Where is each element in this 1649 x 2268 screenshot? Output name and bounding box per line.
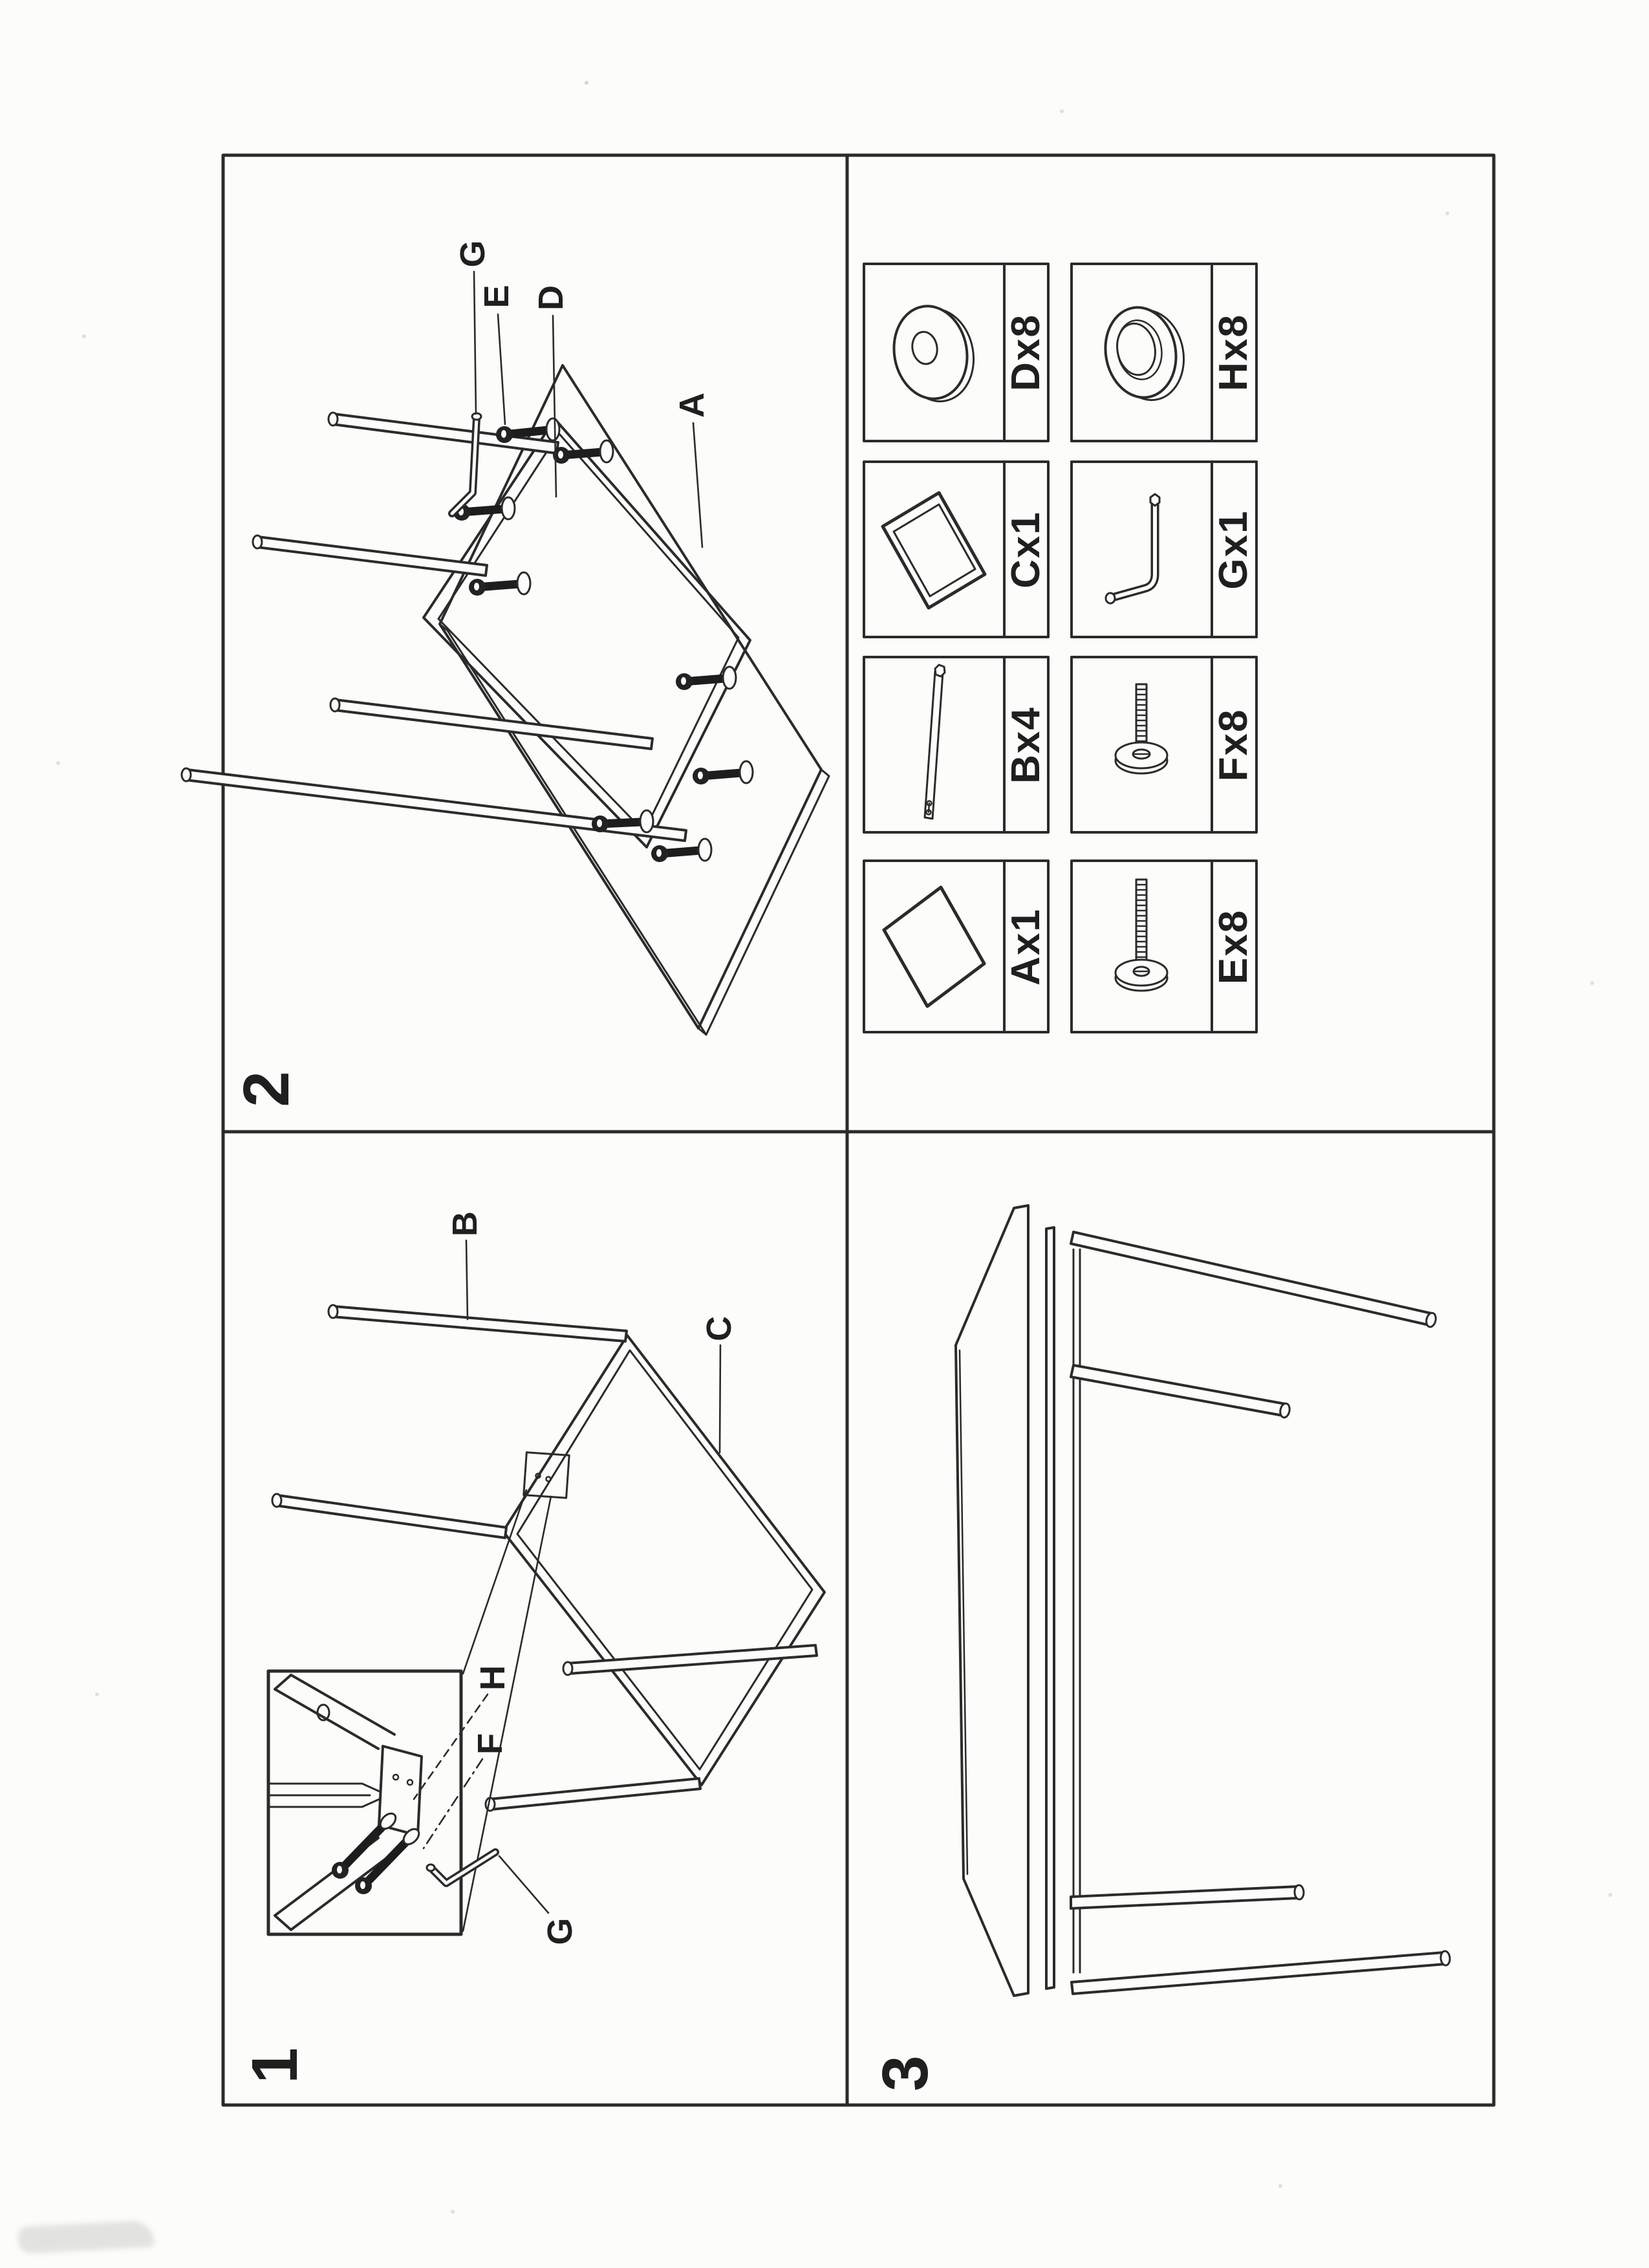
parts-legend-grid bbox=[864, 264, 1256, 1032]
table-leg bbox=[1071, 1886, 1299, 1908]
table-leg bbox=[1072, 1952, 1445, 1994]
part-code-d: Dx8 bbox=[1004, 314, 1048, 391]
apron-rail-near bbox=[1046, 1227, 1054, 1989]
allen-key-g-icon bbox=[1106, 494, 1159, 603]
part-code-e: Ex8 bbox=[1211, 909, 1256, 985]
detail-inset-border bbox=[268, 1671, 461, 1934]
tabletop-panel bbox=[440, 365, 821, 1028]
leader-b bbox=[466, 1240, 468, 1319]
step1-frame-diagram bbox=[268, 1240, 824, 1934]
apron-frame-inner bbox=[517, 1350, 812, 1769]
leg-hex-end bbox=[253, 535, 262, 548]
step1-label-g: G bbox=[541, 1917, 579, 1945]
step2-label-a: A bbox=[673, 392, 711, 418]
leg-foot-cap bbox=[1440, 1950, 1450, 1965]
leg-b bbox=[186, 770, 686, 841]
part-code-f: Fx8 bbox=[1211, 708, 1256, 782]
leader-g bbox=[499, 1856, 548, 1913]
apron-frame-outer bbox=[503, 1335, 824, 1785]
step1-number: 1 bbox=[239, 2047, 311, 2084]
screw-f-with-washer-h bbox=[332, 1811, 398, 1879]
screw-e-with-washer-d bbox=[693, 761, 753, 784]
screw-f-icon bbox=[1116, 684, 1167, 773]
step2-exploded-table-diagram bbox=[182, 272, 829, 1035]
step3-assembled-table-diagram bbox=[956, 1205, 1450, 1996]
scan-speckles bbox=[56, 81, 1612, 2214]
table-leg bbox=[1071, 1232, 1432, 1325]
leader-g bbox=[474, 272, 476, 414]
leg-edge-on bbox=[270, 1784, 388, 1807]
step2-label-e: E bbox=[477, 284, 516, 308]
leg-hex-end bbox=[182, 768, 191, 781]
screw-e-with-washer-d bbox=[651, 839, 711, 862]
panel-a-icon bbox=[884, 887, 984, 1006]
step1-label-h: H bbox=[473, 1665, 512, 1690]
detail-fan-line bbox=[463, 1490, 526, 1674]
washer-h-icon bbox=[1099, 302, 1191, 406]
step1-label-b: B bbox=[446, 1211, 484, 1237]
leg-hex-end bbox=[329, 413, 338, 426]
apron-rail-far bbox=[1073, 1249, 1080, 1972]
leader-d bbox=[553, 316, 556, 497]
tabletop-panel bbox=[956, 1205, 1028, 1996]
step1-label-f: F bbox=[471, 1733, 510, 1755]
part-code-a: Ax1 bbox=[1004, 908, 1048, 986]
table-leg bbox=[1071, 1365, 1286, 1416]
leg-b bbox=[257, 537, 487, 576]
leader-e bbox=[498, 314, 505, 424]
leg-hex-end bbox=[563, 1662, 572, 1675]
part-code-h: Hx8 bbox=[1211, 314, 1256, 391]
step2-label-g: G bbox=[453, 239, 492, 268]
rail-bottom bbox=[275, 1838, 394, 1930]
leg-hex-end bbox=[329, 1305, 338, 1318]
leg-b bbox=[490, 1778, 700, 1809]
screw-f-with-washer-h bbox=[355, 1826, 422, 1894]
part-code-c: Cx1 bbox=[1004, 511, 1048, 589]
apron-frame-inner bbox=[438, 433, 738, 832]
leg-foot-cap bbox=[1294, 1885, 1304, 1900]
leg-hex-end bbox=[330, 698, 339, 711]
rail-top bbox=[275, 1675, 394, 1749]
detail-inset-corner-joint bbox=[268, 1671, 461, 1934]
screw-e-with-washer-d bbox=[676, 667, 736, 690]
leg-b bbox=[276, 1495, 506, 1538]
step1-label-c: C bbox=[700, 1315, 738, 1341]
screw-e-icon bbox=[1116, 880, 1167, 991]
step2-number: 2 bbox=[230, 1071, 303, 1107]
part-code-g: Gx1 bbox=[1211, 510, 1256, 590]
step3-number: 3 bbox=[869, 2055, 942, 2091]
leg-hex-end bbox=[272, 1494, 281, 1507]
rod-b-icon bbox=[925, 665, 945, 819]
frame-c-icon bbox=[883, 493, 985, 608]
part-code-b: Bx4 bbox=[1004, 706, 1048, 784]
leader-a bbox=[693, 423, 702, 547]
step2-label-d: D bbox=[532, 285, 570, 310]
leg-b bbox=[567, 1645, 817, 1674]
leg-b bbox=[332, 1306, 627, 1341]
washer-d-icon bbox=[887, 300, 980, 407]
joint-hole bbox=[546, 1477, 551, 1482]
